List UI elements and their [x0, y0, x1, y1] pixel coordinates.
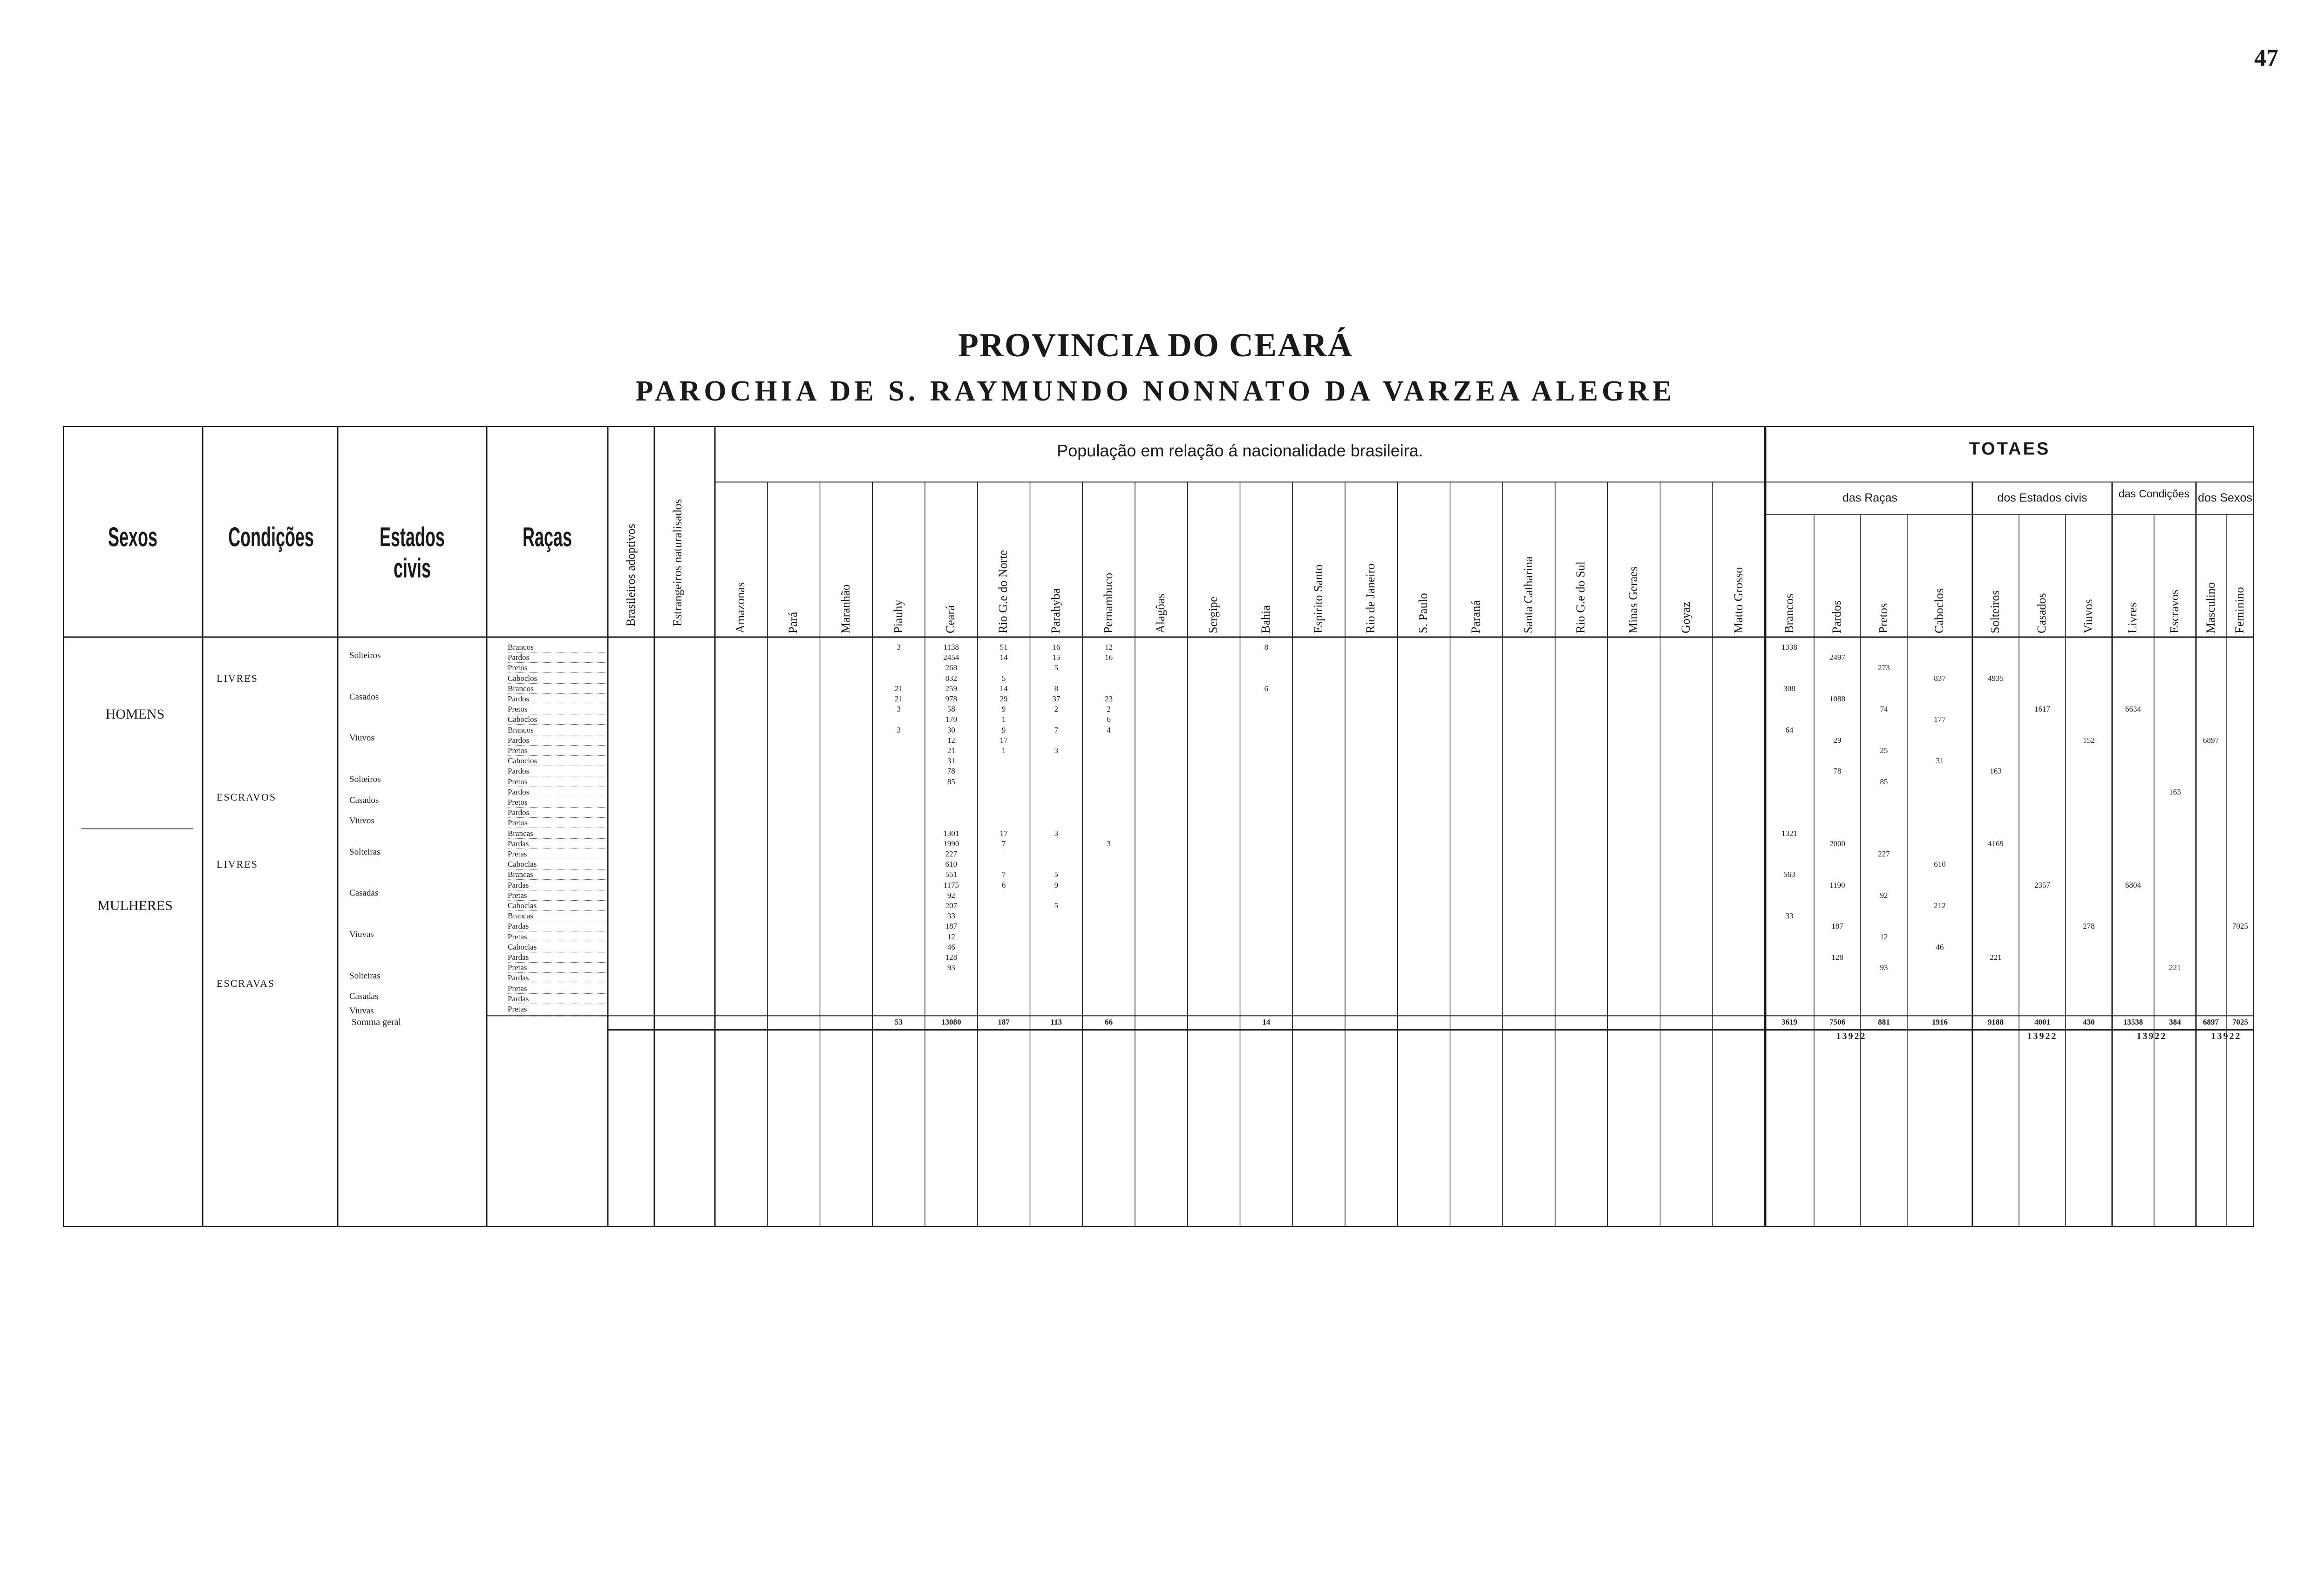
- raca-cell: Caboclos: [508, 756, 605, 766]
- value-cell: 1088: [1829, 694, 1845, 703]
- value-cell: 273: [1878, 663, 1890, 672]
- value-cell: 7: [1054, 725, 1059, 734]
- grand-total: 13922: [1836, 1031, 1867, 1042]
- value-cell: 6897: [2203, 735, 2219, 745]
- value-cell: 551: [945, 870, 958, 879]
- value-cell: 78: [1833, 767, 1842, 776]
- value-cell: 31: [947, 756, 955, 766]
- value-cell: 5: [1001, 673, 1006, 683]
- value-cell: 3: [1054, 746, 1059, 755]
- value-cell: 1175: [943, 880, 959, 890]
- province-col-header: S. Paulo: [1416, 593, 1430, 633]
- value-cell: 17: [999, 829, 1008, 838]
- value-cell: 92: [1880, 890, 1888, 900]
- value-cell: 6804: [2125, 880, 2141, 890]
- sum-cell: 13080: [941, 1018, 961, 1027]
- value-cell: 4935: [1988, 673, 2004, 683]
- value-cell: 3: [897, 705, 901, 714]
- raca-cell: Pretas: [508, 1005, 605, 1014]
- estado-label: Viuvos: [349, 815, 374, 826]
- value-cell: 85: [1880, 777, 1888, 786]
- province-col-header: Espirito Santo: [1311, 564, 1325, 633]
- province-col-header: Goyaz: [1679, 602, 1692, 633]
- value-cell: 308: [1783, 684, 1795, 693]
- estado-label: Casadas: [349, 888, 379, 898]
- value-cell: 12: [947, 932, 955, 941]
- raca-cell: Pardos: [508, 808, 605, 818]
- value-cell: 610: [945, 860, 958, 869]
- province-col-header: Pará: [786, 611, 800, 633]
- raca-cell: Pretos: [508, 777, 605, 787]
- header-sexos: Sexos: [108, 522, 157, 552]
- condicao-label: ESCRAVOS: [217, 791, 277, 803]
- raca-cell: Brancos: [508, 684, 605, 694]
- sum-cell: 66: [1105, 1018, 1113, 1027]
- value-cell: 278: [2083, 922, 2095, 931]
- value-cell: 227: [1878, 849, 1890, 858]
- estado-label: Solteiras: [349, 971, 381, 981]
- value-cell: 7: [1001, 870, 1006, 879]
- raca-cell: Pretas: [508, 891, 605, 901]
- value-cell: 6: [1001, 880, 1006, 890]
- value-cell: 610: [1934, 860, 1946, 869]
- origin-col-header: Brasileiros adoptivos: [624, 523, 638, 626]
- value-cell: 177: [1934, 715, 1946, 724]
- raca-cell: Pardas: [508, 881, 605, 890]
- value-cell: 163: [2169, 787, 2181, 796]
- province-col-header: Matto Grosso: [1731, 567, 1745, 633]
- raca-cell: Pardas: [508, 973, 605, 983]
- value-cell: 30: [947, 725, 955, 734]
- province-col-header: Ceará: [944, 605, 958, 633]
- value-cell: 1301: [943, 829, 959, 838]
- value-cell: 6: [1264, 684, 1269, 693]
- province-col-header: Rio de Janeiro: [1364, 563, 1378, 633]
- header-populacao: População em relação á nacionalidade brasileira.: [1057, 441, 1423, 460]
- value-cell: 1: [1001, 715, 1006, 724]
- page-subtitle: PAROCHIA DE S. RAYMUNDO NONNATO DA VARZEA ALEGRE: [635, 375, 1676, 407]
- sum-cell: 187: [998, 1018, 1010, 1027]
- value-cell: 5: [1054, 663, 1059, 672]
- value-cell: 33: [947, 911, 955, 921]
- raca-cell: Brancas: [508, 911, 605, 921]
- province-col-header: Alagôas: [1154, 593, 1168, 633]
- estado-label: Solteiros: [349, 650, 381, 660]
- raca-cell: Pretos: [508, 705, 605, 714]
- value-cell: 58: [947, 705, 955, 714]
- value-cell: 9: [1001, 705, 1006, 714]
- raca-cell: Pardas: [508, 994, 605, 1004]
- value-cell: 6: [1107, 715, 1111, 724]
- province-col-header: Paraná: [1468, 600, 1482, 633]
- sum-cell: 1916: [1932, 1018, 1948, 1027]
- value-cell: 8: [1054, 684, 1059, 693]
- value-cell: 2: [1107, 705, 1111, 714]
- value-cell: 93: [947, 963, 955, 972]
- value-cell: 29: [999, 694, 1008, 703]
- value-cell: 227: [945, 849, 958, 858]
- value-cell: 2497: [1829, 653, 1845, 662]
- value-cell: 221: [1990, 953, 2002, 962]
- header-das-condicoes: das Condições: [2118, 488, 2190, 500]
- value-cell: 12: [1880, 932, 1888, 941]
- value-cell: 21: [895, 694, 903, 703]
- raca-cell: Pardos: [508, 767, 605, 776]
- value-cell: 1138: [943, 643, 959, 652]
- raca-cell: Brancos: [508, 726, 605, 735]
- value-cell: 3: [1107, 839, 1111, 848]
- sum-cell: 3619: [1781, 1018, 1797, 1027]
- value-cell: 128: [1831, 953, 1843, 962]
- value-cell: 1: [1001, 746, 1006, 755]
- raca-cell: Caboclas: [508, 901, 605, 911]
- value-cell: 2000: [1829, 839, 1845, 848]
- raca-cell: Pardos: [508, 653, 605, 663]
- totals-col-header: Viuvos: [2081, 599, 2095, 633]
- value-cell: 78: [947, 767, 955, 776]
- raca-cell: Pretos: [508, 663, 605, 673]
- sum-label: Somma geral: [352, 1017, 401, 1028]
- condicao-label: LIVRES: [217, 858, 258, 870]
- page-number: 47: [2254, 45, 2278, 71]
- header-das-racas: das Raças: [1842, 491, 1898, 504]
- sexo-homens: HOMENS: [105, 706, 165, 722]
- estado-label: Viuvos: [349, 733, 374, 743]
- sum-cell: 53: [895, 1018, 903, 1027]
- province-col-header: Pernambuco: [1101, 573, 1115, 633]
- totals-col-header: Livres: [2126, 602, 2139, 633]
- condicao-label: LIVRES: [217, 672, 258, 684]
- value-cell: 170: [945, 715, 958, 724]
- value-cell: 21: [947, 746, 955, 755]
- value-cell: 2: [1054, 705, 1059, 714]
- value-cell: 187: [945, 922, 958, 931]
- value-cell: 15: [1052, 653, 1060, 662]
- value-cell: 46: [1936, 942, 1944, 951]
- value-cell: 163: [1990, 767, 2002, 776]
- estado-label: Viuvas: [349, 1006, 374, 1016]
- raca-cell: Pardas: [508, 953, 605, 963]
- estado-label: Casadas: [349, 992, 379, 1002]
- header-dos-sexos: dos Sexos: [2198, 491, 2252, 504]
- value-cell: 92: [947, 890, 955, 900]
- grand-total: 13922: [2211, 1031, 2242, 1042]
- value-cell: 33: [1785, 911, 1794, 921]
- header-condicoes: Condições: [228, 522, 314, 552]
- value-cell: 2454: [943, 653, 959, 662]
- value-cell: 51: [999, 643, 1008, 652]
- raca-cell: Pardos: [508, 694, 605, 704]
- value-cell: 37: [1052, 694, 1060, 703]
- totals-col-header: Brancos: [1782, 593, 1796, 633]
- value-cell: 4169: [1988, 839, 2004, 848]
- sum-cell: 881: [1878, 1018, 1890, 1027]
- header-estados-civis: Estados civis: [380, 522, 445, 584]
- raca-cell: Pardos: [508, 788, 605, 797]
- value-cell: 837: [1934, 673, 1946, 683]
- sum-cell: 7506: [1829, 1018, 1845, 1027]
- raca-cell: Caboclas: [508, 860, 605, 869]
- value-cell: 5: [1054, 870, 1059, 879]
- province-col-header: Amazonas: [734, 582, 748, 633]
- value-cell: 12: [947, 735, 955, 745]
- value-cell: 16: [1052, 643, 1060, 652]
- value-cell: 3: [897, 643, 901, 652]
- value-cell: 259: [945, 684, 958, 693]
- value-cell: 16: [1105, 653, 1113, 662]
- province-col-header: Bahia: [1258, 605, 1272, 633]
- value-cell: 5: [1054, 901, 1059, 910]
- value-cell: 21: [895, 684, 903, 693]
- sum-cell: 430: [2083, 1018, 2095, 1027]
- sum-cell: 9188: [1988, 1018, 2004, 1027]
- value-cell: 2357: [2034, 880, 2050, 890]
- condicao-label: ESCRAVAS: [217, 977, 275, 989]
- raca-cell: Pretas: [508, 963, 605, 973]
- value-cell: 46: [947, 942, 955, 951]
- province-col-header: Rio G.e do Sul: [1574, 561, 1588, 633]
- province-col-header: Piauhy: [891, 599, 905, 633]
- header-dos-estados-civis: dos Estados civis: [1997, 491, 2087, 504]
- sum-cell: 14: [1262, 1018, 1271, 1027]
- value-cell: 31: [1936, 756, 1944, 766]
- value-cell: 29: [1833, 735, 1842, 745]
- value-cell: 3: [1054, 829, 1059, 838]
- province-col-header: Parahyba: [1048, 588, 1062, 633]
- value-cell: 128: [945, 953, 958, 962]
- value-cell: 7: [1001, 839, 1006, 848]
- totals-col-header: Casados: [2035, 593, 2048, 633]
- totals-col-header: Masculino: [2203, 582, 2217, 633]
- sum-cell: 13538: [2123, 1018, 2143, 1027]
- estado-label: Viuvas: [349, 930, 374, 940]
- value-cell: 4: [1107, 725, 1111, 734]
- raca-cell: Caboclos: [508, 715, 605, 725]
- province-col-header: Sergipe: [1206, 597, 1220, 633]
- value-cell: 9: [1001, 725, 1006, 734]
- value-cell: 268: [945, 663, 958, 672]
- estado-label: Casados: [349, 692, 379, 702]
- value-cell: 12: [1105, 643, 1113, 652]
- value-cell: 187: [1831, 922, 1843, 931]
- raca-cell: Pardos: [508, 736, 605, 746]
- raca-cell: Pretas: [508, 984, 605, 994]
- sum-cell: 113: [1050, 1018, 1062, 1027]
- value-cell: 93: [1880, 963, 1888, 972]
- origin-col-header: Estrangeiros naturalisados: [671, 499, 684, 626]
- value-cell: 832: [945, 673, 958, 683]
- value-cell: 1617: [2034, 705, 2050, 714]
- value-cell: 6634: [2125, 705, 2141, 714]
- grand-total: 13922: [2136, 1031, 2167, 1042]
- value-cell: 14: [999, 684, 1008, 693]
- raca-cell: Pretos: [508, 818, 605, 828]
- value-cell: 14: [999, 653, 1008, 662]
- estado-label: Solteiras: [349, 847, 381, 857]
- totals-col-header: Escravos: [2168, 590, 2181, 633]
- value-cell: 1321: [1781, 829, 1797, 838]
- raca-cell: Brancos: [508, 643, 605, 652]
- sum-cell: 6897: [2203, 1018, 2219, 1027]
- value-cell: 74: [1880, 705, 1888, 714]
- totals-col-header: Feminino: [2233, 587, 2246, 633]
- value-cell: 563: [1783, 870, 1795, 879]
- value-cell: 7025: [2232, 922, 2248, 931]
- sexo-mulheres: MULHERES: [97, 898, 173, 913]
- estado-label: Casados: [349, 795, 379, 805]
- raca-cell: Pretos: [508, 798, 605, 808]
- value-cell: 978: [945, 694, 958, 703]
- raca-cell: Pretos: [508, 746, 605, 756]
- value-cell: 1338: [1781, 643, 1797, 652]
- province-col-header: Rio G.e do Norte: [996, 550, 1010, 633]
- raca-cell: Brancas: [508, 870, 605, 880]
- value-cell: 25: [1880, 746, 1888, 755]
- value-cell: 152: [2083, 735, 2095, 745]
- sum-cell: 7025: [2232, 1018, 2248, 1027]
- value-cell: 3: [897, 725, 901, 734]
- value-cell: 8: [1264, 643, 1269, 652]
- totals-col-header: Pretos: [1876, 603, 1890, 633]
- raca-cell: Pretas: [508, 849, 605, 859]
- value-cell: 1990: [943, 839, 959, 848]
- raca-cell: Brancas: [508, 829, 605, 839]
- value-cell: 207: [945, 901, 958, 910]
- value-cell: 85: [947, 777, 955, 786]
- value-cell: 212: [1934, 901, 1946, 910]
- estado-label: Solteiros: [349, 774, 381, 785]
- raca-cell: Caboclos: [508, 674, 605, 684]
- page-title: PROVINCIA DO CEARÁ: [958, 326, 1353, 364]
- header-racas: Raças: [523, 522, 572, 552]
- raca-cell: Pardas: [508, 839, 605, 849]
- raca-cell: Pretas: [508, 932, 605, 942]
- value-cell: 64: [1785, 725, 1794, 734]
- raca-cell: Caboclas: [508, 943, 605, 952]
- totals-col-header: Solteiros: [1988, 590, 2002, 633]
- raca-cell: Pardas: [508, 922, 605, 931]
- value-cell: 17: [999, 735, 1008, 745]
- value-cell: 221: [2169, 963, 2181, 972]
- totals-col-header: Caboclos: [1932, 588, 1946, 633]
- sum-cell: 384: [2169, 1018, 2181, 1027]
- value-cell: 23: [1105, 694, 1113, 703]
- sum-cell: 4001: [2034, 1018, 2050, 1027]
- census-table: [63, 426, 2254, 1227]
- value-cell: 1190: [1829, 880, 1845, 890]
- totals-col-header: Pardos: [1830, 600, 1843, 633]
- province-col-header: Minas Geraes: [1626, 566, 1640, 633]
- header-totaes: TOTAES: [1969, 439, 2051, 459]
- grand-total: 13922: [2027, 1031, 2058, 1042]
- province-col-header: Santa Catharina: [1521, 556, 1535, 633]
- value-cell: 9: [1054, 880, 1059, 890]
- province-col-header: Maranhão: [838, 584, 852, 633]
